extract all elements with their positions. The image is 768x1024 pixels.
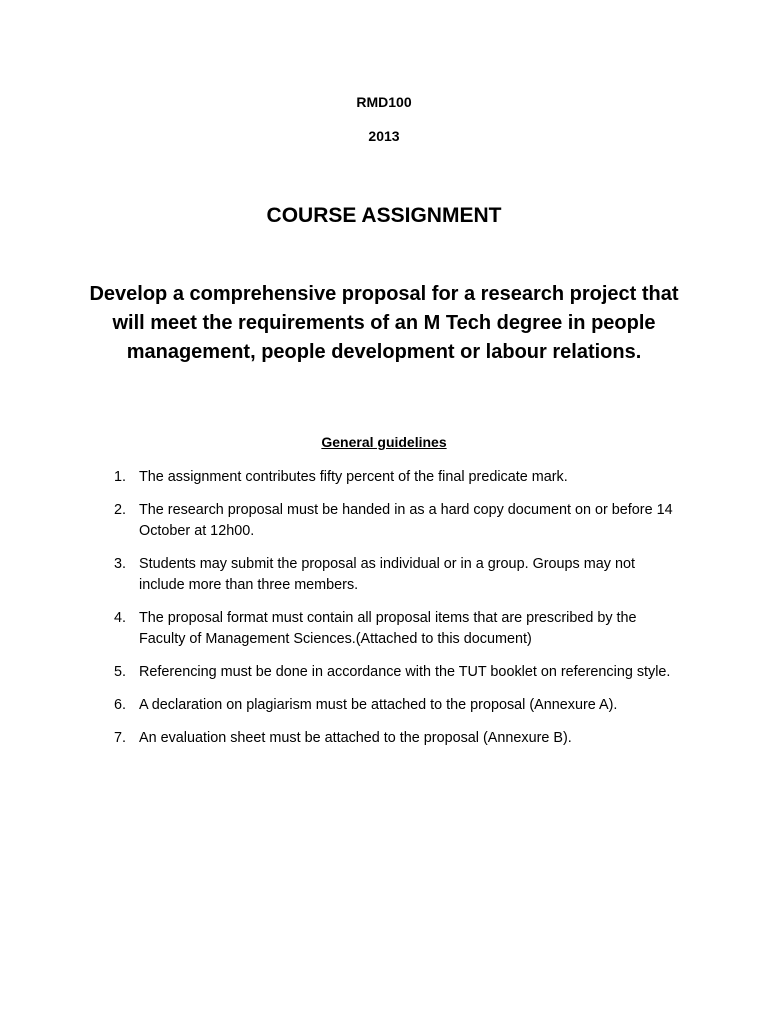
list-item-text: The assignment contributes fifty percent of the final predicate mark. (139, 469, 568, 485)
list-item (114, 662, 684, 683)
list-item (114, 500, 684, 542)
list-item-number: 5. (114, 664, 127, 680)
list-item-number: 2. (114, 502, 127, 518)
list-item-text: The proposal format must contain all proposal items that are prescribed by the Faculty of Management Sciences.(Attached to this document) (139, 610, 637, 647)
page-title: COURSE ASSIGNMENT (266, 204, 502, 227)
list-item-number: 3. (114, 556, 127, 572)
list-item (114, 695, 684, 716)
year: 2013 (368, 128, 400, 144)
list-item-number: 4. (114, 610, 127, 626)
list-item-number: 6. (114, 697, 127, 713)
list-item (114, 728, 684, 749)
list-item-text: Students may submit the proposal as individual or in a group. Groups may not include more than three members. (139, 556, 635, 593)
course-code: RMD100 (356, 94, 412, 110)
guidelines-heading (0, 433, 768, 451)
assignment-task: Develop a comprehensive proposal for a research project that will meet the requirements of an M Tech degree in people management, people development or labour relations. (89, 283, 679, 363)
list-item-number: 7. (114, 730, 127, 746)
list-item-number: 1. (114, 469, 127, 485)
list-item-text: Referencing must be done in accordance with the TUT booklet on referencing style. (139, 664, 671, 680)
list-item-text: An evaluation sheet must be attached to the proposal (Annexure B). (139, 730, 572, 746)
list-item-text: A declaration on plagiarism must be attached to the proposal (Annexure A). (139, 697, 618, 713)
list-item (114, 467, 684, 488)
guidelines-list (114, 467, 684, 761)
list-item-text: The research proposal must be handed in as a hard copy document on or before 14 October at 12h00. (139, 502, 673, 539)
guidelines-heading-text: General guidelines (321, 434, 447, 450)
list-item (114, 554, 684, 596)
list-item (114, 608, 684, 650)
